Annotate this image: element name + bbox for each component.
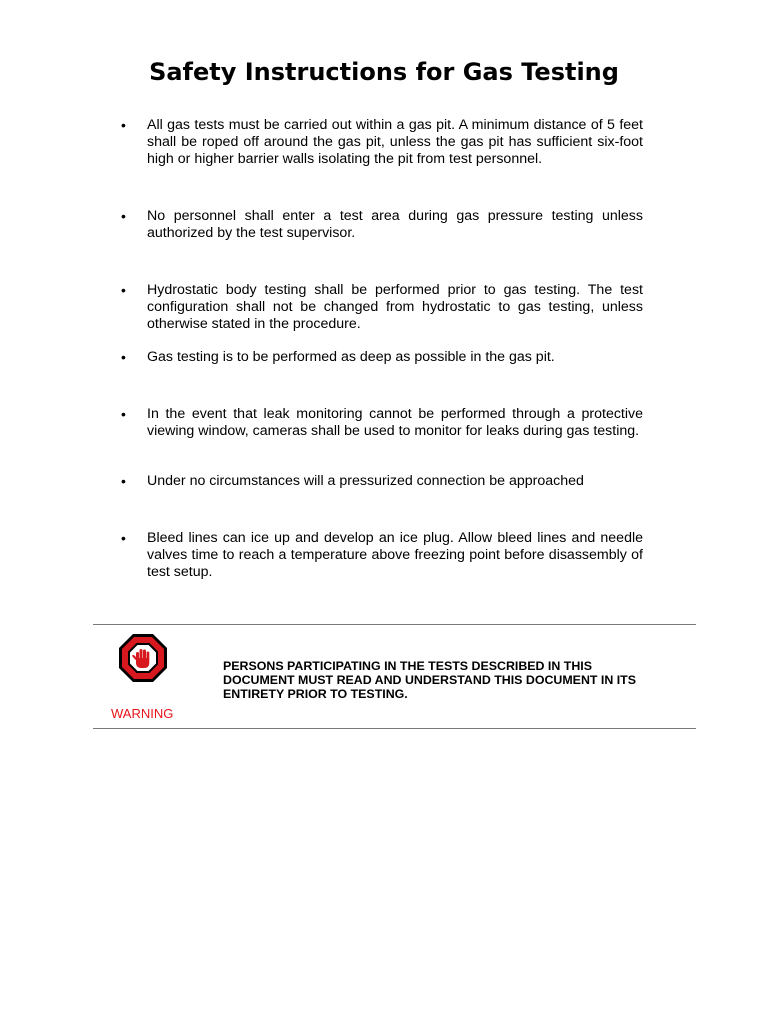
warning-top-divider xyxy=(93,624,696,625)
instruction-text: Under no circumstances will a pressurized connection be approached xyxy=(147,473,584,489)
bullet-icon: • xyxy=(121,208,126,224)
stop-hand-icon xyxy=(118,633,168,683)
instruction-text: Hydrostatic body testing shall be performed prior to gas testing. The test configuration shall not be changed from hydrostatic to gas testing, unless otherwise stated in the procedure. xyxy=(147,282,643,332)
bullet-icon: • xyxy=(121,406,126,422)
bullet-icon: • xyxy=(121,282,126,298)
instruction-text: All gas tests must be carried out within a gas pit. A minimum distance of 5 feet shall be roped off around the gas pit, unless the gas pit has sufficient six-foot high or higher barrier walls isolating the pit from test personnel. xyxy=(147,117,643,167)
bullet-icon: • xyxy=(121,530,126,546)
bullet-icon: • xyxy=(121,349,126,365)
warning-bottom-divider xyxy=(93,728,696,729)
instruction-text: Gas testing is to be performed as deep as possible in the gas pit. xyxy=(147,349,555,365)
warning-label: WARNING xyxy=(111,706,174,721)
instruction-text: Bleed lines can ice up and develop an ice plug. Allow bleed lines and needle valves time to reach a temperature above freezing point before disassembly of test setup. xyxy=(147,530,643,580)
bullet-icon: • xyxy=(121,473,126,489)
warning-text: PERSONS PARTICIPATING IN THE TESTS DESCRIBED IN THIS DOCUMENT MUST READ AND UNDERSTAND THIS DOCUMENT IN ITS ENTIRETY PRIOR TO TESTING. xyxy=(223,659,637,701)
page-title: Safety Instructions for Gas Testing xyxy=(149,58,619,86)
instruction-text: In the event that leak monitoring cannot be performed through a protective viewing window, cameras shall be used to monitor for leaks during gas testing. xyxy=(147,406,643,439)
bullet-icon: • xyxy=(121,117,126,133)
instruction-text: No personnel shall enter a test area during gas pressure testing unless authorized by the test supervisor. xyxy=(147,208,643,241)
